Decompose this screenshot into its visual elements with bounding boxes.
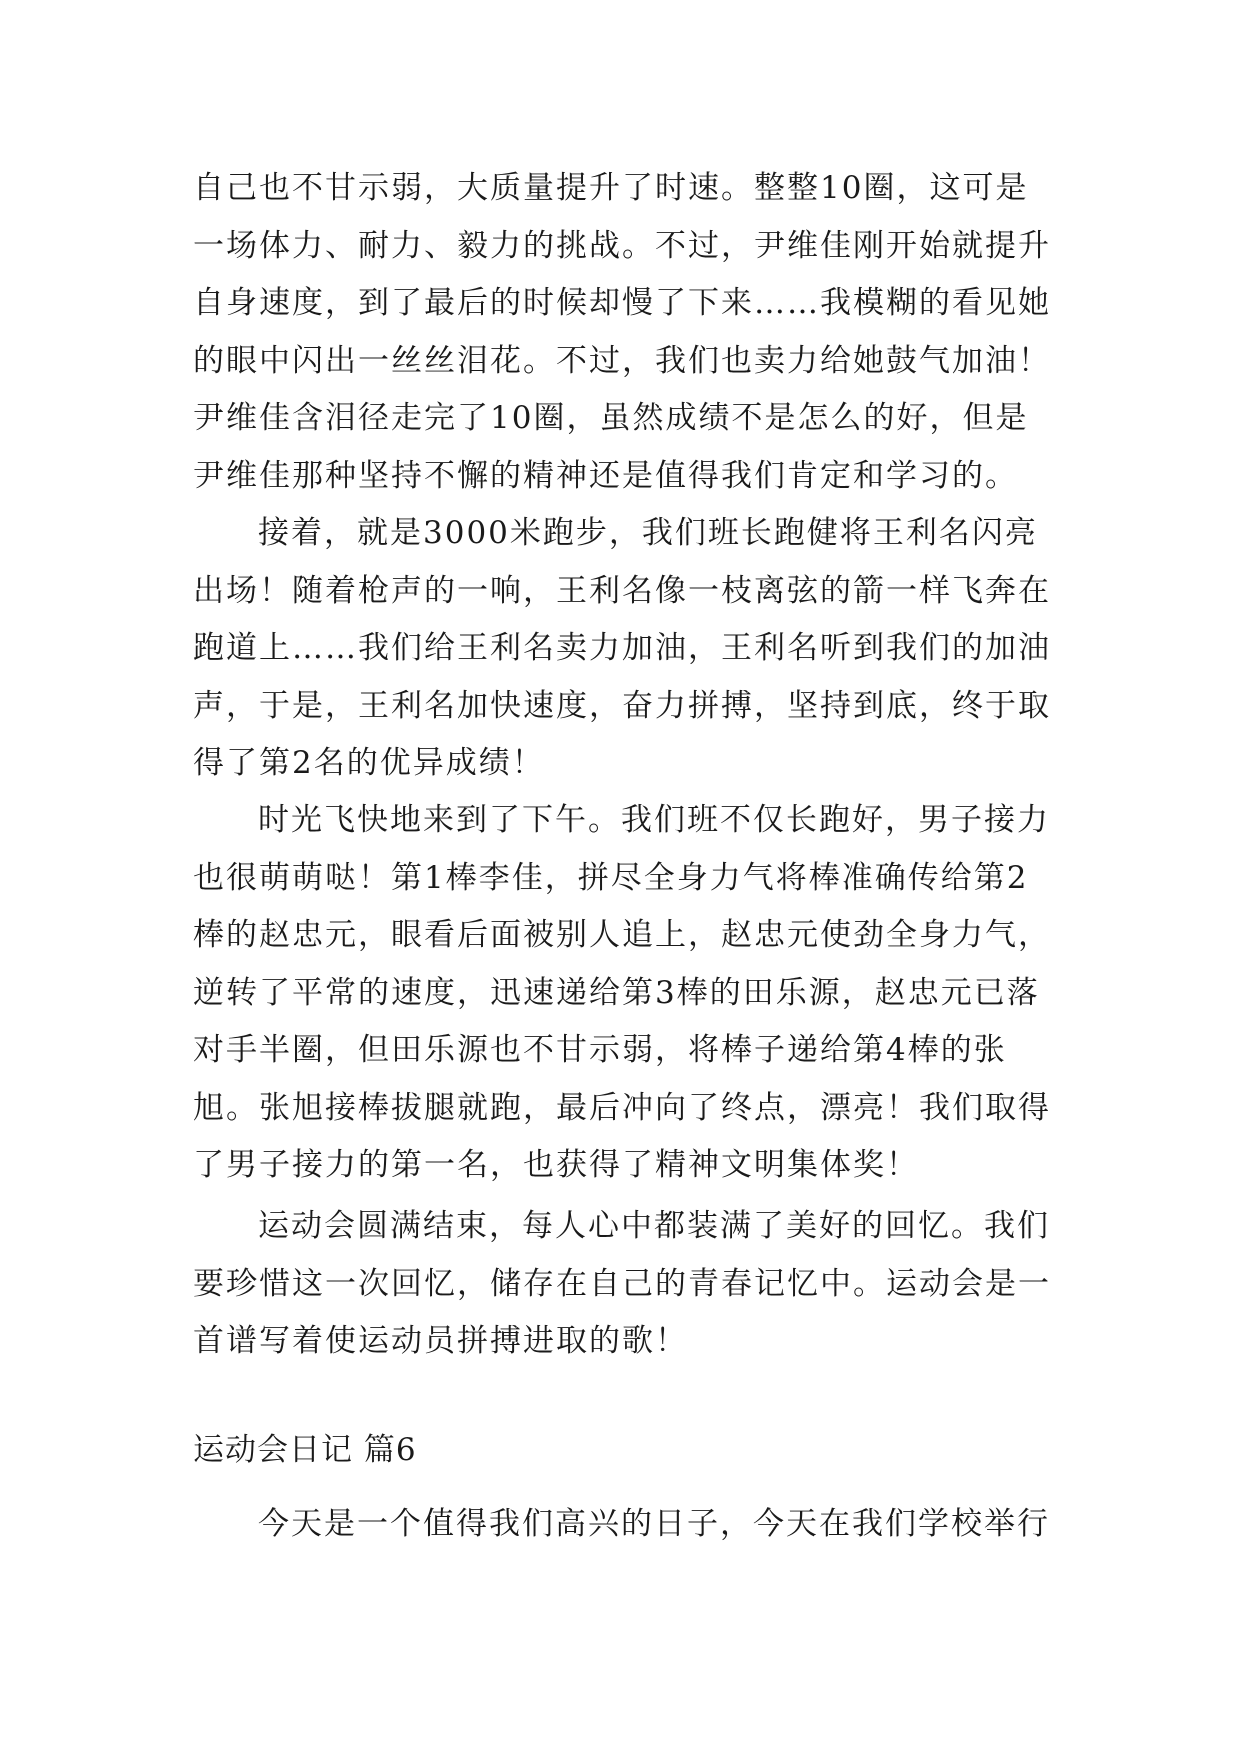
paragraph-3: 时光飞快地来到了下午。我们班不仅长跑好，男子接力也很萌萌哒！第1棒李佳，拼尽全身力气将棒准确传给第2棒的赵忠元，眼看后面被别人追上，赵忠元使劲全身力气，逆转了平常的速度，迅速递给第3棒的田乐源，赵忠元已落对手半圈，但田乐源也不甘示弱，将棒子递给第4棒的张旭。张旭接棒拔腿就跑，最后冲向了终点，漂亮！我们取得了男子接力的第一名，也获得了精神文明集体奖！ bbox=[193, 802, 1051, 1183]
paragraph-4: 运动会圆满结束，每人心中都装满了美好的回忆。我们要珍惜这一次回忆，储存在自己的青春记忆中。运动会是一首谱写着使运动员拼搏进取的歌！ bbox=[193, 1208, 1051, 1359]
paragraph-5: 今天是一个值得我们高兴的日子，今天在我们学校举行 bbox=[258, 1506, 1050, 1542]
paragraph-2: 接着，就是3000米跑步，我们班长跑健将王利名闪亮出场！随着枪声的一响，王利名像一枝离弦的箭一样飞奔在跑道上……我们给王利名卖力加油，王利名听到我们的加油声，于是，王利名加快速度，奋力拼搏，坚持到底，终于取得了第2名的优异成绩！ bbox=[193, 515, 1051, 781]
paragraph-1: 自己也不甘示弱，大质量提升了时速。整整10圈，这可是一场体力、耐力、毅力的挑战。不过，尹维佳刚开始就提升自身速度，到了最后的时候却慢了下来……我模糊的看见她的眼中闪出一丝丝泪花。不过，我们也卖力给她鼓气加油！尹维佳含泪径走完了10圈，虽然成绩不是怎么的好，但是尹维佳那种坚持不懈的精神还是值得我们肯定和学习的。 bbox=[193, 170, 1051, 494]
section-heading: 运动会日记 篇6 bbox=[193, 1432, 417, 1468]
